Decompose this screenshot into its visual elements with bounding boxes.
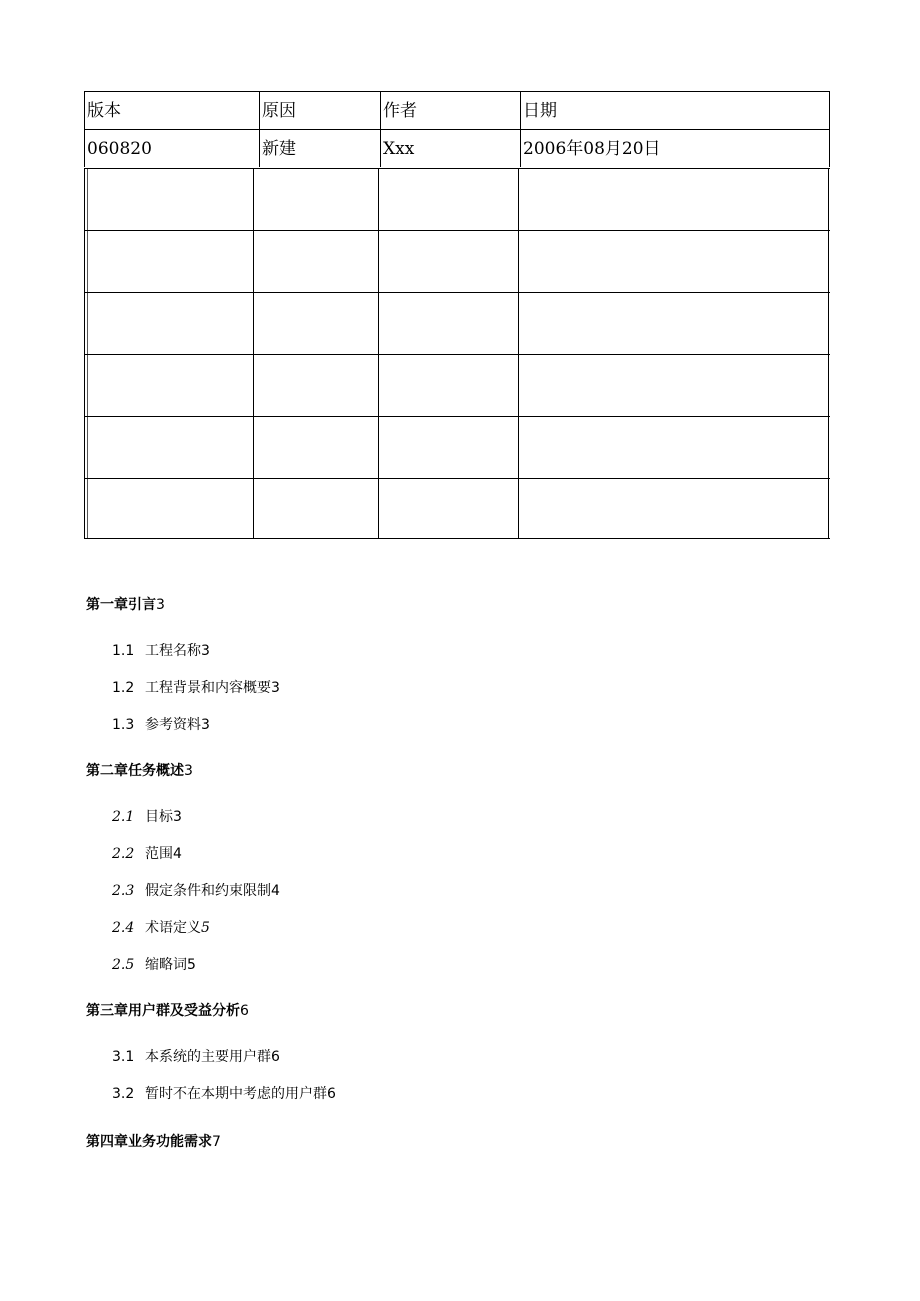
toc-section-1-1[interactable]: [112, 642, 210, 660]
header-author: 作者: [380, 92, 520, 129]
toc-number: 2.5: [112, 957, 135, 973]
empty-row: [84, 354, 830, 416]
toc-page: 5: [187, 957, 196, 973]
toc-page: 4: [271, 883, 280, 899]
toc-section-3-2[interactable]: [112, 1085, 336, 1103]
toc-number: 1.1: [112, 643, 135, 659]
toc-title: 本系统的主要用户群: [145, 1049, 271, 1065]
empty-row: [84, 292, 830, 354]
toc-page: 6: [327, 1086, 336, 1102]
empty-row: [84, 168, 830, 230]
toc-number: 2.4: [112, 920, 135, 936]
version-table-row: [84, 129, 830, 167]
toc-page: 3: [184, 763, 193, 779]
empty-row: [84, 478, 830, 539]
toc-page: 6: [240, 1003, 249, 1019]
cell-date: 2006年08月20日: [520, 130, 830, 167]
toc-number: 2.1: [112, 809, 135, 825]
toc-title: 暂时不在本期中考虑的用户群: [145, 1086, 327, 1102]
toc-section-2-5[interactable]: [112, 956, 196, 974]
toc-title: 第三章用户群及受益分析: [86, 1003, 240, 1019]
toc-title: 缩略词: [145, 957, 187, 973]
toc-section-2-1[interactable]: [112, 808, 182, 826]
header-reason: 原因: [259, 92, 380, 129]
toc-title: 工程名称: [145, 643, 201, 659]
toc-title: 参考资料: [145, 717, 201, 733]
toc-number: 3.2: [112, 1086, 135, 1102]
toc-page: 7: [212, 1134, 221, 1150]
toc-number: 1.2: [112, 680, 135, 696]
toc-section-2-3[interactable]: [112, 882, 280, 900]
toc-page: 4: [173, 846, 182, 862]
toc-title: 范围: [145, 846, 173, 862]
toc-section-1-3[interactable]: [112, 716, 210, 734]
toc-number: 1.3: [112, 717, 135, 733]
version-table: [84, 91, 830, 167]
header-date: 日期: [520, 92, 830, 129]
toc-page: 3: [201, 643, 210, 659]
toc-chapter-3[interactable]: [86, 1002, 249, 1020]
toc-page: 3: [271, 680, 280, 696]
toc-page: 6: [271, 1049, 280, 1065]
toc-title: 第二章任务概述: [86, 763, 184, 779]
cell-reason: 新建: [259, 130, 380, 167]
toc-chapter-2[interactable]: [86, 762, 193, 780]
toc-page: 3: [173, 809, 182, 825]
toc-page: 3: [156, 597, 165, 613]
toc-section-1-2[interactable]: [112, 679, 280, 697]
empty-row: [84, 230, 830, 292]
toc-title: 工程背景和内容概要: [145, 680, 271, 696]
toc-number: 2.2: [112, 846, 135, 862]
cell-author: Xxx: [380, 130, 520, 167]
toc-number: 3.1: [112, 1049, 135, 1065]
toc-page: 3: [201, 717, 210, 733]
toc-section-2-4[interactable]: [112, 919, 210, 937]
toc-title: 目标: [145, 809, 173, 825]
toc-title: 第一章引言: [86, 597, 156, 613]
toc-chapter-1[interactable]: [86, 596, 165, 614]
empty-revision-rows: [84, 168, 830, 540]
header-version: 版本: [87, 101, 121, 121]
cell-version: 060820: [87, 139, 152, 159]
version-table-header-row: [84, 91, 830, 129]
toc-title: 术语定义: [145, 920, 201, 936]
toc-section-3-1[interactable]: [112, 1048, 280, 1066]
empty-row: [84, 416, 830, 478]
toc-number: 2.3: [112, 883, 135, 899]
toc-chapter-4[interactable]: [86, 1133, 221, 1151]
toc-section-2-2[interactable]: [112, 845, 182, 863]
toc-title: 第四章业务功能需求: [86, 1134, 212, 1150]
toc-title: 假定条件和约束限制: [145, 883, 271, 899]
toc-page: 5: [201, 920, 210, 936]
